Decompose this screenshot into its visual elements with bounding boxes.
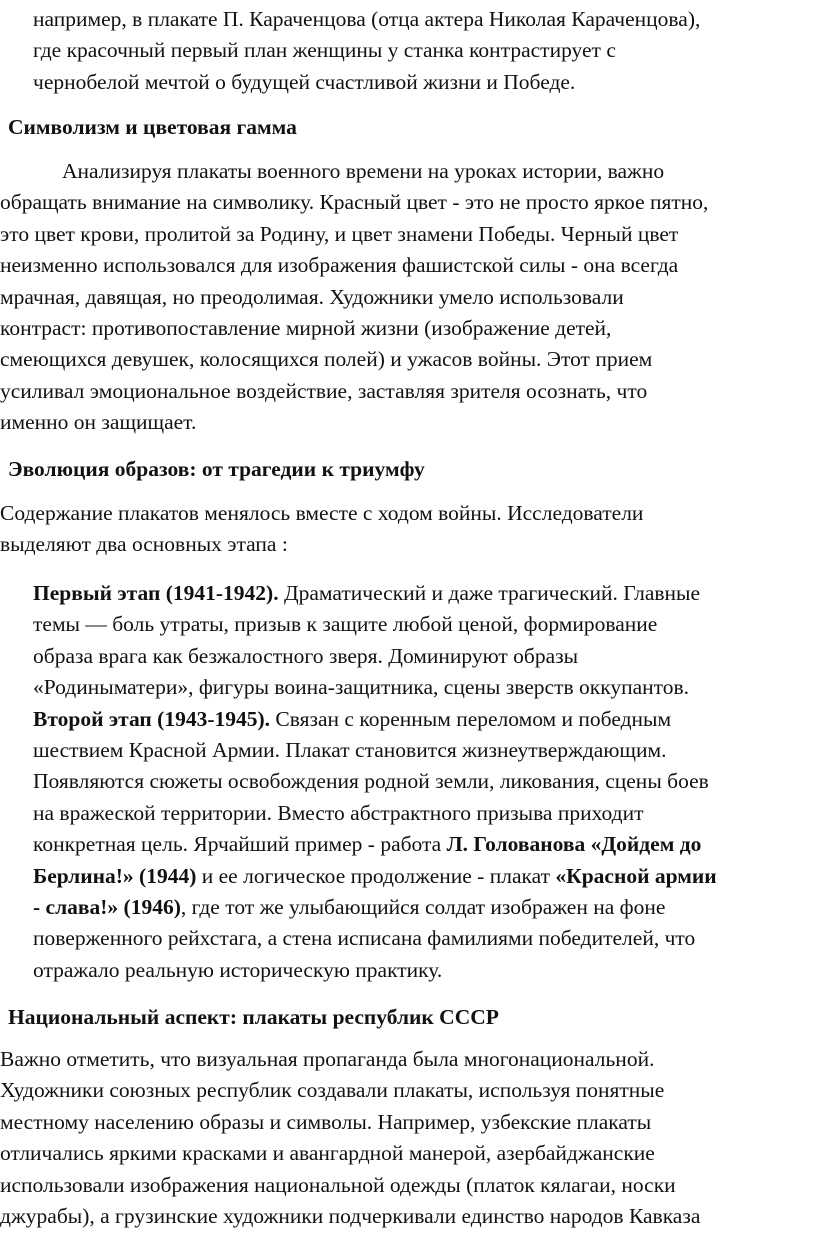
bold-text: - слава!» (1946) xyxy=(33,894,181,919)
text-line xyxy=(33,955,717,986)
text-line xyxy=(33,609,717,640)
text-line xyxy=(0,1138,700,1169)
text-run: неизменно использовался для изображения фашистской силы - она всегда xyxy=(0,253,679,278)
text-line xyxy=(0,1107,700,1138)
text-run: обращать внимание на символику. Красный цвет - это не просто яркое пятно, xyxy=(0,190,709,215)
text-run: мрачная, давящая, но преодолимая. Художники умело использовали xyxy=(0,284,624,309)
text-run: Важно отметить, что визуальная пропаганда была многонациональной. xyxy=(0,1047,655,1071)
text-run: , где тот же улыбающийся солдат изображен на фоне xyxy=(180,894,666,919)
list-stages xyxy=(33,578,717,986)
paragraph-symbolism xyxy=(0,156,708,439)
text-line xyxy=(0,529,643,560)
text-run: Художники союзных республик создавали плакаты, используя понятные xyxy=(0,1078,665,1103)
text-line xyxy=(33,672,717,703)
text-line xyxy=(0,407,708,438)
text-run: усиливал эмоциональное воздействие, заставляя зрителя осознать, что xyxy=(0,378,648,403)
text-line xyxy=(0,250,708,281)
bold-text: «Красной армии xyxy=(555,863,717,888)
text-line xyxy=(0,156,708,187)
text-line xyxy=(33,67,700,98)
text-line xyxy=(33,704,717,735)
text-run: контраст: противопоставление мирной жизни (изображение детей, xyxy=(0,315,612,340)
text-run: поверженного рейхстага, а стена исписана фамилиями победителей, что xyxy=(33,926,696,951)
paragraph-intro-continued xyxy=(33,4,700,98)
heading-evolution: Эволюция образов: от трагедии к триумфу xyxy=(8,457,425,481)
text-line xyxy=(33,578,717,609)
text-run: конкретная цель. Ярчайший пример - работа xyxy=(33,832,447,857)
text-run: чернобелой мечтой о будущей счастливой жизни и Победе. xyxy=(33,69,576,94)
text-run: именно он защищает. xyxy=(0,410,197,435)
text-run: «Родиныматери», фигуры воина-защитника, сцены зверств оккупантов. xyxy=(33,675,690,700)
text-line xyxy=(33,766,717,797)
text-line xyxy=(0,282,708,313)
text-line xyxy=(33,735,717,766)
text-run: Анализируя плакаты военного времени на уроках истории, важно xyxy=(62,159,665,183)
text-line xyxy=(33,641,717,672)
text-line xyxy=(33,35,700,66)
text-line xyxy=(0,1044,700,1075)
bold-text: Второй этап (1943-1945). xyxy=(33,706,271,731)
text-run: джурабы), а грузинские художники подчеркивали единство народов Кавказа xyxy=(0,1203,701,1228)
text-run: смеющихся девушек, колосящихся полей) и ужасов войны. Этот прием xyxy=(0,347,653,372)
text-line xyxy=(0,498,643,529)
text-run: где красочный первый план женщины у станка контрастирует с xyxy=(33,38,616,63)
text-run: Появляются сюжеты освобождения родной земли, ликования, сцены боев xyxy=(33,769,709,794)
text-line xyxy=(33,829,717,860)
text-run: например, в плакате П. Караченцова (отца актера Николая Караченцова), xyxy=(33,7,701,31)
text-line xyxy=(0,219,708,250)
text-line xyxy=(33,892,717,923)
paragraph-national xyxy=(0,1044,700,1232)
heading-symbolism: Символизм и цветовая гамма xyxy=(8,115,297,139)
text-line xyxy=(0,187,708,218)
text-line xyxy=(0,1170,700,1201)
text-run: отличались яркими красками и авангардной манерой, азербайджанские xyxy=(0,1141,655,1166)
text-run: образа врага как безжалостного зверя. Доминируют образы xyxy=(33,643,579,668)
text-line xyxy=(0,376,708,407)
text-run: местному населению образы и символы. Например, узбекские плакаты xyxy=(0,1109,652,1134)
text-line xyxy=(0,344,708,375)
text-line xyxy=(33,861,717,892)
text-run: Содержание плакатов менялось вместе с ходом войны. Исследователи xyxy=(0,501,644,525)
text-run: отражало реальную историческую практику. xyxy=(33,957,443,982)
bold-text: Первый этап (1941-1942). xyxy=(33,581,279,605)
text-line xyxy=(0,1075,700,1106)
bold-text: Л. Голованова «Дойдем до xyxy=(446,832,702,857)
text-line xyxy=(33,923,717,954)
text-run: темы — боль утраты, призыв к защите любой ценой, формирование xyxy=(33,612,658,637)
heading-national: Национальный аспект: плакаты республик СССР xyxy=(8,1005,499,1029)
text-line xyxy=(33,4,700,35)
text-line xyxy=(33,798,717,829)
bold-text: Берлина!» (1944) xyxy=(33,863,197,888)
paragraph-evolution xyxy=(0,498,643,561)
text-run: Драматический и даже трагический. Главные xyxy=(278,581,701,605)
text-line xyxy=(0,313,708,344)
text-run: выделяют два основных этапа : xyxy=(0,532,288,557)
text-line xyxy=(0,1201,700,1232)
text-run: шествием Красной Армии. Плакат становится жизнеутверждающим. xyxy=(33,737,667,762)
text-run: использовали изображения национальной одежды (платок кялагаи, носки xyxy=(0,1172,676,1197)
text-run: на вражеской территории. Вместо абстрактного призыва приходит xyxy=(33,800,644,825)
text-run: это цвет крови, пролитой за Родину, и цвет знамени Победы. Черный цвет xyxy=(0,221,679,246)
text-run: и ее логическое продолжение - плакат xyxy=(196,863,556,888)
text-run: Связан с коренным переломом и победным xyxy=(270,706,672,731)
